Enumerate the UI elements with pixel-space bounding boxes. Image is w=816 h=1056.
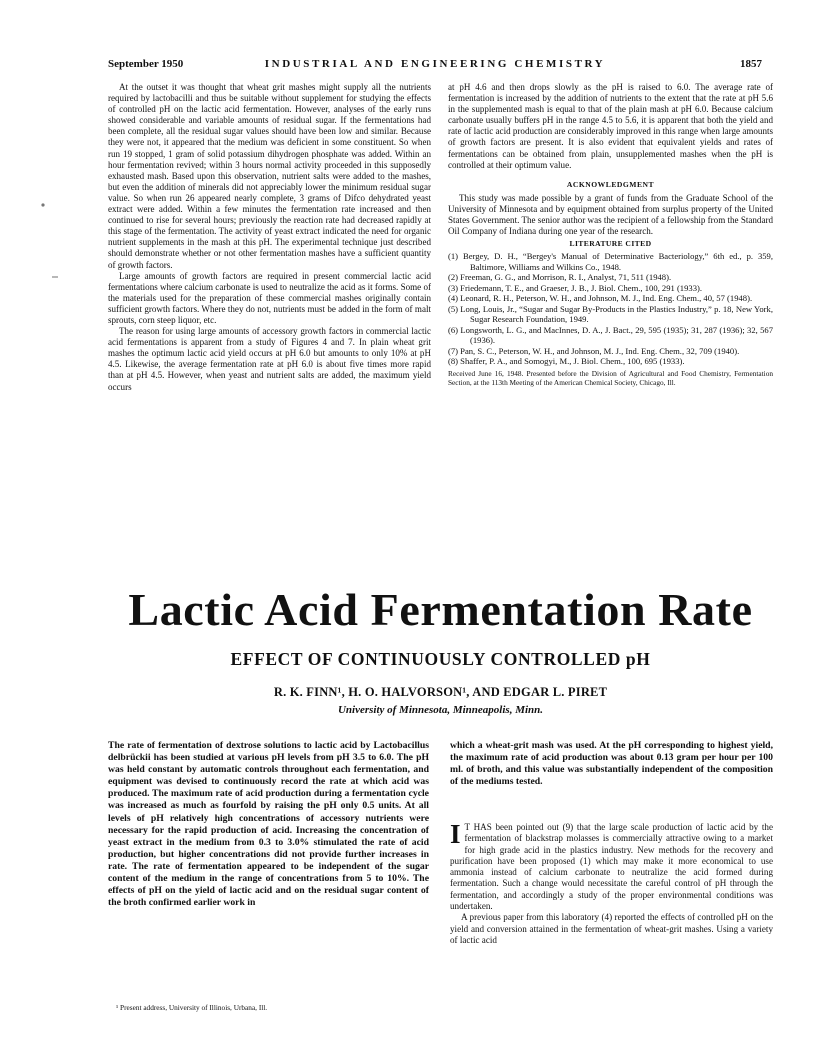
body-paragraph: The reason for using large amounts of accessory growth factors in commercial lactic acid fermentations is apparent from a study of Figures 4 and 7. In plain wheat grit mashes the optimum lactic acid yield occurs at pH 6.0 but amounts to only 10% at pH 4.5. Likewise, the average fermentation rate at pH 6.0 is about five times more rapid than at pH 4.5. However, when yeast and nutrient salts are added, the maximum yield occurs	[108, 326, 431, 392]
margin-pencil-mark	[50, 272, 60, 282]
header-journal-name: INDUSTRIAL AND ENGINEERING CHEMISTRY	[264, 58, 606, 70]
article-title: Lactic Acid Fermentation Rate	[128, 584, 753, 635]
reference-item: (6) Longsworth, L. G., and MacInnes, D. A., J. Bact., 29, 595 (1935); 31, 287 (1936); 32, 567 (1936).	[448, 324, 773, 346]
article-subtitle: EFFECT OF CONTINUOUSLY CONTROLLED pH	[230, 649, 651, 669]
reference-item: (1) Bergey, D. H., “Bergey's Manual of Determinative Bacteriology,” 6th ed., p. 359, Baltimore, Williams and Wilkins Co., 1948.	[448, 251, 773, 272]
body-paragraph: Large amounts of growth factors are required in present commercial lactic acid fermentations where calcium carbonate is used to neutralize the acid as it forms. Some of the materials used for the preparation of these commercial mashes originally contain sufficient growth factors. Where they do not, nutrients must be added in the form of malt sprouts, corn steep liquor, etc.	[108, 270, 431, 325]
author-footnote: ¹ Present address, University of Illinois, Urbana, Ill.	[116, 1003, 268, 1012]
article-authors: R. K. FINN¹, H. O. HALVORSON¹, AND EDGAR L. PIRET	[273, 685, 608, 699]
body-paragraph: At the outset it was thought that wheat grit mashes might supply all the nutrients required by lactobacilli and thus be suitable without supplement for studying the effects of controlled pH on the lactic acid fermentation. However, analyses of the early runs showed considerable and variable amounts of residual sugar. If the fermentations had been complete, all the residual sugar values should have been low and similar. Because they were not, it appeared that the medium was deficient in some constituent. So when run 19 stopped, 1 gram of solid potassium dihydrogen phosphate was added. Within an hour fermentation revived; within 3 hours normal activity proceeded in this supposedly exhausted mash. Based upon this observation, nutrient salts were added to the mashes, but even the addition of minerals did not appreciably lower the minimum residual sugar value. So when run 26 appeared nearly complete, 3 grams of Difco dehydrated yeast extract were added. Within a few minutes the fermentation rate increased and then continued to rise for several hours; previously the reaction rate had decreased rapidly at this stage of the fermentation. The activity of yeast extract indicated the need for organic nutrient supplements in the mash at this pH. The experimental technique just described should demonstrate whether or not other fermentation mashes have a sufficient quantity of growth factors.	[108, 82, 431, 270]
header-date: September 1950	[108, 58, 184, 70]
abstract-right: which a wheat-grit mash was used. At the pH corresponding to highest yield, the maximum rate of acid production was about 0.13 gram per hour per 100 ml. of broth, and this value was substantially independent of the composition of the mediums tested.	[450, 740, 773, 788]
abstract-left: The rate of fermentation of dextrose solutions to lactic acid by Lactobacillus delbrückii has been studied at various pH levels from pH 3.5 to 6.0. The pH was held constant by automatic controls throughout each fermentation, and equipment was devised to continuously record the rate at which acid was produced. The maximum rate of acid production during a fermentation cycle was increased as much as fourfold by raising the pH only 0.5 units. At all levels of pH relatively high concentrations of accessory nutrients were necessary for the rapid production of acid. Increasing the concentration of yeast extract in the medium from 0.3 to 3.0% stimulated the rate of acid production, but higher concentrations did not provide further increases in rate. The rate of fermentation appeared to be independent of the sugar content of the medium in the range of concentrations from 5 to 10%. The effects of pH on the yield of lactic acid and on the residual sugar content of the broth confirmed earlier work in	[108, 740, 429, 909]
intro-paragraph-2: A previous paper from this laboratory (4) reported the effects of controlled pH on the yield and conversion attained in the fermentation of wheat-grit mashes. Using a variety of lactic acid	[450, 912, 773, 945]
reference-list	[448, 251, 773, 367]
margin-pencil-mark	[38, 200, 48, 210]
reference-item: (5) Long, Louis, Jr., “Sugar and Sugar By-Products in the Plastics Industry,” p. 18, New York, Sugar Research Foundation, 1949.	[448, 303, 773, 325]
reference-item: (4) Leonard, R. H., Peterson, W. H., and Johnson, M. J., Ind. Eng. Chem., 40, 57 (1948).	[448, 293, 753, 304]
reference-item: (7) Pan, S. C., Peterson, W. H., and Johnson, M. J., Ind. Eng. Chem., 32, 709 (1940).	[448, 345, 740, 356]
drop-cap: I	[450, 819, 461, 849]
body-paragraph: at pH 4.6 and then drops slowly as the pH is raised to 6.0. The average rate of fermentation is increased by the addition of nutrients to the extent that the rate at pH 5.6 in the supplemented mash is equal to that of the plain mash at pH 6.0. Because calcium carbonate usually buffers pH in the range 4.5 to 5.6, it is apparent that both the yield and rate of lactic acid production are considerably improved in this range when large amounts of growth factors are present. It is also evident that equivalent yields and rates of fermentations can be obtained from plain, unsupplemented mashes when the pH is controlled at their optimum value.	[448, 82, 773, 170]
header-page-number: 1857	[740, 58, 762, 70]
literature-cited-heading: LITERATURE CITED	[569, 239, 652, 249]
reference-item: (3) Friedemann, T. E., and Graeser, J. B., J. Biol. Chem., 100, 291 (1933).	[448, 282, 703, 293]
reference-item: (8) Shaffer, P. A., and Somogyi, M., J. Biol. Chem., 100, 695 (1933).	[448, 356, 685, 367]
received-note: Received June 16, 1948. Presented before the Division of Agricultural and Food Chemistry, Fermentation Section, at the 113th Meeting of the American Chemical Society, Chicago, Ill.	[448, 368, 773, 387]
acknowledgment-text: This study was made possible by a grant of funds from the Graduate School of the University of Minnesota and by equipment obtained from surplus property of the United States Government. The senior author was the recipient of a fellowship from the Standard Oil Company of Indiana during one year of the research.	[448, 192, 773, 237]
intro-paragraph	[450, 819, 773, 912]
introduction-text	[450, 819, 773, 946]
previous-article-left-column	[108, 82, 431, 393]
previous-article-right-column	[448, 82, 773, 387]
acknowledgment-heading: ACKNOWLEDGMENT	[566, 179, 655, 189]
intro-paragraph-1: T HAS been pointed out (9) that the large scale production of lactic acid by the fermentation of blackstrap molasses is commercially attractive owing to a market for high grade acid in the plastics industry. New methods for the recovery and purification have been proposed (1) which may make it more economical to use ammonia instead of calcium carbonate to neutralize the acid formed during fermentation. Such a change would necessitate the careful control of pH through the fermentation, and accordingly a study of the proper environmental conditions was undertaken.	[450, 822, 773, 912]
article-affiliation: University of Minnesota, Minneapolis, Minn.	[337, 704, 544, 716]
running-header	[108, 58, 762, 74]
reference-item: (2) Freeman, G. G., and Morrison, R. I., Analyst, 71, 511 (1948).	[448, 272, 672, 283]
